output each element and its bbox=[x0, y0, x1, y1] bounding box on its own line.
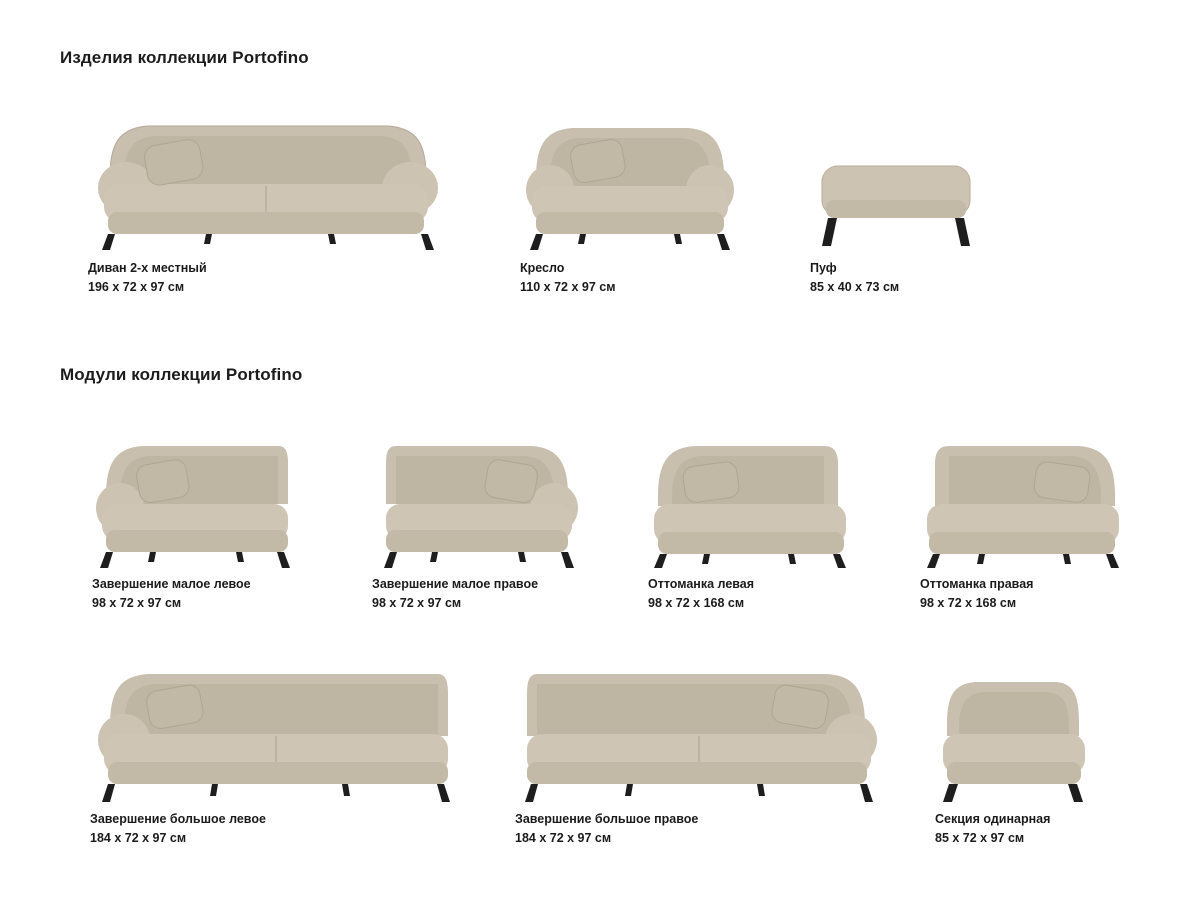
big-end-left-illustration bbox=[90, 650, 460, 805]
module-dims: 98 x 72 x 168 см bbox=[648, 596, 745, 610]
module-name: Оттоманка правая bbox=[920, 577, 1034, 591]
module-dims: 98 x 72 x 97 см bbox=[372, 596, 462, 610]
module-caption bbox=[92, 576, 302, 612]
module-card-small-end-left bbox=[92, 420, 302, 612]
product-caption bbox=[88, 260, 448, 296]
pouf-illustration bbox=[810, 104, 980, 254]
module-card-single-section bbox=[935, 650, 1095, 847]
module-dims: 184 x 72 x 97 см bbox=[90, 831, 187, 845]
module-dims: 184 x 72 x 97 см bbox=[515, 831, 612, 845]
module-caption bbox=[372, 576, 582, 612]
module-name: Оттоманка левая bbox=[648, 577, 755, 591]
module-card-small-end-right bbox=[372, 420, 582, 612]
module-dims: 85 x 72 x 97 см bbox=[935, 831, 1025, 845]
module-dims: 98 x 72 x 97 см bbox=[92, 596, 182, 610]
module-caption bbox=[648, 576, 853, 612]
module-name: Завершение малое правое bbox=[372, 577, 539, 591]
ottoman-left-illustration bbox=[648, 420, 853, 570]
product-caption bbox=[810, 260, 980, 296]
product-caption bbox=[520, 260, 740, 296]
section-title-products: Изделия коллекции Portofino bbox=[60, 48, 309, 67]
ottoman-right-illustration bbox=[920, 420, 1125, 570]
armchair-illustration bbox=[520, 104, 740, 254]
product-card-armchair bbox=[520, 104, 740, 296]
module-card-big-end-right bbox=[515, 650, 885, 847]
module-caption bbox=[90, 811, 460, 847]
big-end-right-illustration bbox=[515, 650, 885, 805]
sofa-2-seat-illustration bbox=[88, 104, 448, 254]
product-name: Диван 2-х местный bbox=[88, 261, 207, 275]
module-name: Завершение малое левое bbox=[92, 577, 251, 591]
module-name: Завершение большое левое bbox=[90, 812, 266, 826]
module-name: Секция одинарная bbox=[935, 812, 1051, 826]
product-name: Пуф bbox=[810, 261, 837, 275]
product-card-sofa bbox=[88, 104, 448, 296]
product-dims: 196 x 72 x 97 см bbox=[88, 280, 185, 294]
module-card-big-end-left bbox=[90, 650, 460, 847]
module-name: Завершение большое правое bbox=[515, 812, 699, 826]
module-card-ottoman-left bbox=[648, 420, 853, 612]
module-card-ottoman-right bbox=[920, 420, 1125, 612]
product-name: Кресло bbox=[520, 261, 565, 275]
small-end-right-illustration bbox=[372, 420, 582, 570]
product-dims: 85 x 40 x 73 см bbox=[810, 280, 900, 294]
single-section-illustration bbox=[935, 650, 1095, 805]
module-caption bbox=[935, 811, 1095, 847]
module-caption bbox=[920, 576, 1125, 612]
small-end-left-illustration bbox=[92, 420, 302, 570]
module-caption bbox=[515, 811, 885, 847]
module-dims: 98 x 72 x 168 см bbox=[920, 596, 1017, 610]
product-dims: 110 x 72 x 97 см bbox=[520, 280, 616, 294]
section-title-modules: Модули коллекции Portofino bbox=[60, 365, 303, 384]
product-card-pouf bbox=[810, 104, 980, 296]
